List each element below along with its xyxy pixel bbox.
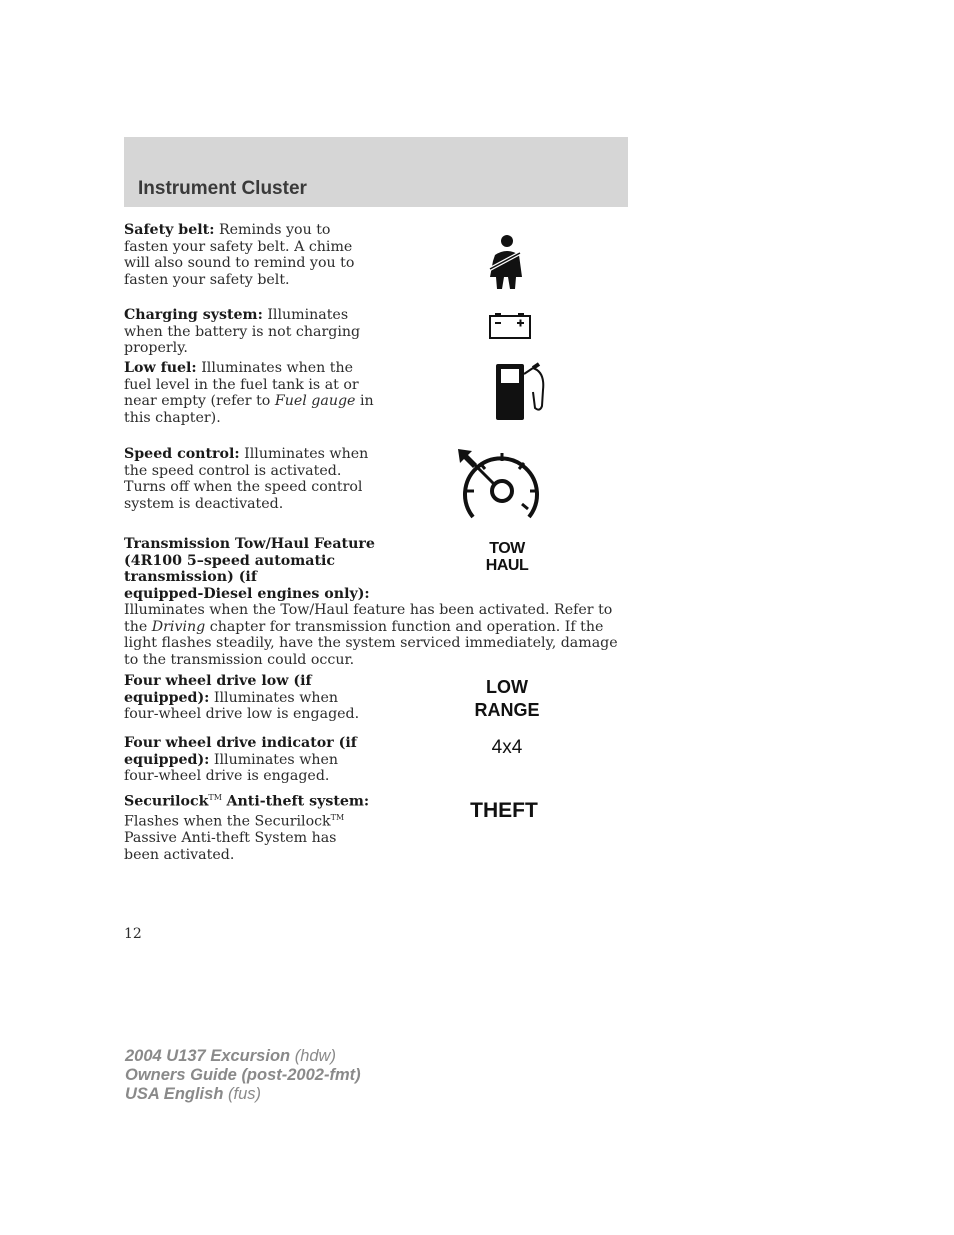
tow-haul-term-line-4: equipped-Diesel engines only): [124, 585, 370, 602]
fuel-pump-icon [493, 360, 549, 422]
speed-control-entry [124, 446, 379, 512]
speed-control-term: Speed control: [124, 446, 240, 462]
footer-line-2: Owners Guide (post-2002-fmt) [125, 1066, 361, 1084]
low-fuel-text-before: Illuminates when the fuel level in the fuel tank is at or near empty (refer to [124, 360, 359, 409]
footer-language-code: (fus) [228, 1085, 261, 1103]
tow-haul-term-line-2: (4R100 5–speed automatic [124, 552, 336, 569]
tow-haul-term-line-1: Transmission Tow/Haul Feature [124, 536, 375, 552]
four-wheel-drive-low-term: Four wheel drive low (if equipped): [124, 673, 312, 706]
low-fuel-ref: Fuel gauge [274, 393, 356, 409]
theft-indicator: THEFT [470, 799, 538, 822]
low-fuel-text-after: in this chapter). [124, 393, 374, 426]
tow-haul-indicator-line-2: HAUL [485, 557, 529, 574]
safety-belt-term: Safety belt: [124, 222, 215, 238]
footer-line-1 [125, 1047, 336, 1066]
speed-control-text: Illuminates when the speed control is activated. Turns off when the speed control system is deactivated. [124, 446, 369, 512]
low-range-indicator-line-1: LOW [486, 677, 528, 697]
tow-haul-indicator [476, 540, 538, 574]
tow-haul-term-line-3: transmission) (if [124, 569, 257, 585]
footer-language: USA English [125, 1085, 224, 1103]
low-fuel-term: Low fuel: [124, 360, 197, 376]
tow-haul-indicator-line-1: TOW [489, 540, 525, 557]
securilock-entry [124, 790, 374, 863]
four-wheel-drive-low-entry [124, 673, 364, 723]
securilock-trademark: TM [208, 793, 222, 802]
footer-vehicle: 2004 U137 Excursion [125, 1047, 291, 1065]
low-fuel-entry [124, 360, 379, 426]
tow-haul-heading [124, 536, 384, 602]
four-wheel-drive-text: Illuminates when four-wheel drive is engaged. [124, 751, 339, 784]
footer-vehicle-code: (hdw) [294, 1047, 336, 1065]
four-by-four-indicator: 4x4 [491, 737, 523, 758]
footer-line-3 [125, 1085, 261, 1104]
tow-haul-text-before: Illuminates when the Tow/Haul feature has been activated. Refer to the [124, 602, 613, 635]
charging-system-text: Illuminates when the battery is not charging properly. [124, 307, 361, 356]
securilock-term-rest: Anti-theft system: [226, 793, 370, 810]
charging-system-term: Charging system: [124, 307, 263, 323]
low-range-indicator-line-2: RANGE [474, 700, 540, 720]
securilock-trademark-2: TM [330, 813, 345, 823]
low-range-indicator [466, 676, 548, 722]
four-wheel-drive-low-text: Illuminates when four-wheel drive low is engaged. [124, 689, 360, 722]
safety-belt-entry [124, 222, 379, 288]
battery-icon [488, 312, 532, 340]
tow-haul-ref: Driving [151, 618, 206, 635]
page-number: 12 [124, 926, 142, 942]
safety-belt-text: Reminds you to fasten your safety belt. A chime will also sound to remind you to fasten your safety belt. [124, 222, 355, 288]
charging-system-entry [124, 307, 379, 357]
four-wheel-drive-entry [124, 735, 364, 785]
securilock-text-after: Passive Anti-theft System has been activated. [124, 830, 337, 863]
securilock-term-name: Securilock [124, 793, 209, 810]
seat-belt-icon [482, 233, 530, 291]
section-title: Instrument Cluster [138, 178, 307, 199]
speedometer-icon [455, 447, 545, 525]
securilock-text-before: Flashes when the Securilock [124, 813, 331, 830]
four-wheel-drive-term: Four wheel drive indicator (if equipped): [124, 735, 357, 768]
tow-haul-body [124, 602, 624, 668]
tow-haul-text-after: chapter for transmission function and operation. If the light flashes steadily, have the system serviced immediately, damage to the transmission could occur. [124, 618, 618, 668]
